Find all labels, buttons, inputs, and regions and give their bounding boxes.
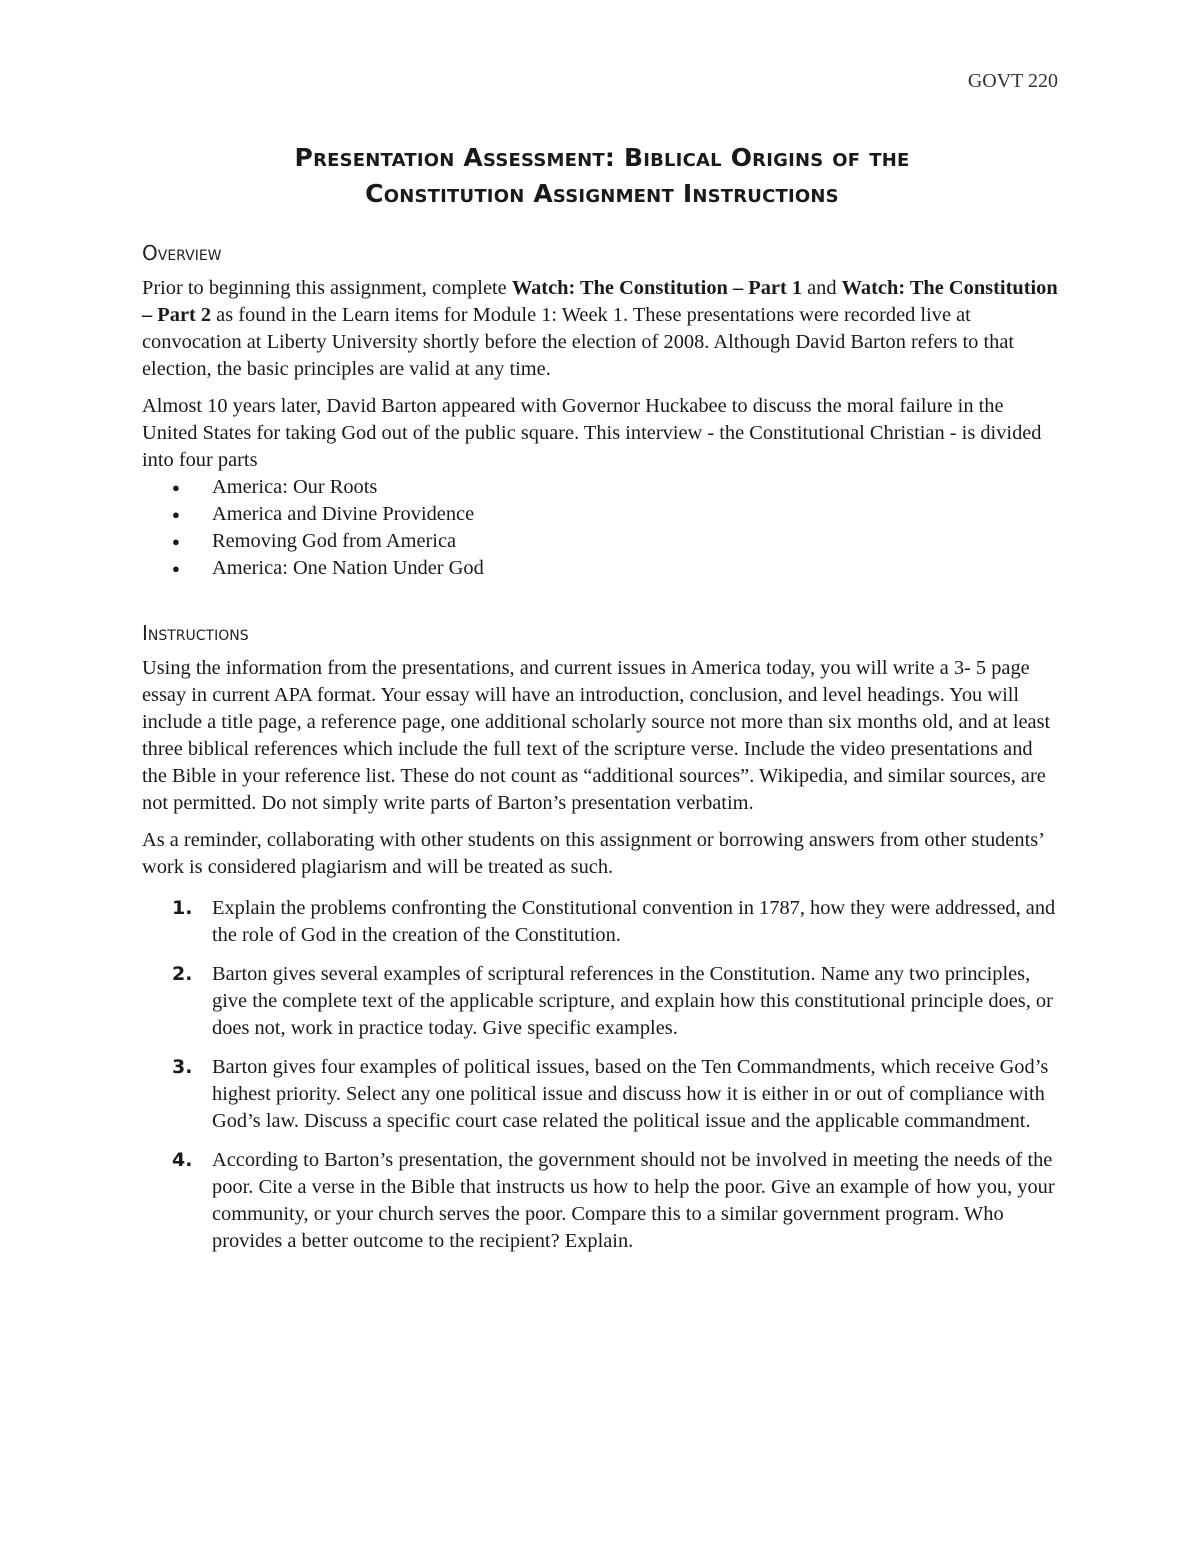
- list-item: ● Removing God from America: [172, 528, 1062, 555]
- list-item: ● America: Our Roots: [172, 474, 1062, 501]
- interview-parts-list: [142, 474, 1062, 582]
- document-body: [142, 140, 1062, 1267]
- question-text: Barton gives four examples of political issues, based on the Ten Commandments, which receive God’s highest priority. Select any one political issue and discuss how it is either in or out of compliance with God’s law. Discuss a specific court case related the political issue and the applicable commandment.: [212, 1056, 1049, 1132]
- watch-part-2-title: Watch: The Constitution – Part 2: [142, 277, 1058, 326]
- overview-paragraph-2: Almost 10 years later, David Barton appeared with Governor Huckabee to discuss the moral failure in the United States for taking God out of the public square. This interview - the Constitutional Christian - is divided into four parts: [142, 395, 1042, 471]
- question-item: [172, 1054, 1062, 1135]
- overview-heading: Overview: [142, 241, 222, 265]
- list-item: ● America: One Nation Under God: [172, 555, 1062, 582]
- overview-paragraph-1: Prior to beginning this assignment, complete Watch: The Constitution – Part 1 and Watch: The Constitution – Part 2 as found in the Learn items for Module 1: Week 1. These presentations were recorded live at convocation at Liberty University shortly before the election of 2008. Although David Barton refers to that election, the basic principles are valid at any time.: [142, 277, 1058, 380]
- title-line-2: Constitution Assignment Instructions: [365, 179, 839, 208]
- question-text: Explain the problems confronting the Constitutional convention in 1787, how they were addressed, and the role of God in the creation of the Constitution.: [212, 897, 1056, 946]
- question-item: [172, 1147, 1062, 1255]
- question-text: Barton gives several examples of scriptural references in the Constitution. Name any two principles, give the complete text of the applicable scripture, and explain how this constitutional principle does, or does not, work in practice today. Give specific examples.: [212, 963, 1053, 1039]
- instructions-paragraph-1: Using the information from the presentations, and current issues in America today, you will write a 3- 5 page essay in current APA format. Your essay will have an introduction, conclusion, and level headings. You will include a title page, a reference page, one additional scholarly source not more than six months old, and at least three biblical references which include the full text of the scripture verse. Include the video presentations and the Bible in your reference list. These do not count as “additional sources”. Wikipedia, and similar sources, are not permitted. Do not simply write parts of Barton’s presentation verbatim.: [142, 657, 1051, 814]
- question-number: 2.: [172, 963, 193, 985]
- question-number: 4.: [172, 1149, 193, 1171]
- instructions-paragraph-2: As a reminder, collaborating with other students on this assignment or borrowing answers from other students’ work is considered plagiarism and will be treated as such.: [142, 829, 1044, 878]
- watch-part-1-title: Watch: The Constitution – Part 1: [511, 277, 803, 299]
- list-item: ● America and Divine Providence: [172, 501, 1062, 528]
- question-number: 3.: [172, 1056, 193, 1078]
- question-item: [172, 895, 1062, 949]
- course-code: GOVT 220: [967, 70, 1058, 92]
- question-number: 1.: [172, 897, 193, 919]
- question-item: [172, 961, 1062, 1042]
- question-text: According to Barton’s presentation, the government should not be involved in meeting the needs of the poor. Cite a verse in the Bible that instructs us how to help the poor. Give an example of how you, your community, or your church serves the poor. Compare this to a similar government program. Who provides a better outcome to the recipient? Explain.: [212, 1149, 1055, 1252]
- instructions-heading: Instructions: [142, 621, 249, 645]
- questions-list: [142, 895, 1062, 1255]
- document-title: [142, 140, 1062, 212]
- title-line-1: Presentation Assessment: Biblical Origins of the: [294, 143, 910, 172]
